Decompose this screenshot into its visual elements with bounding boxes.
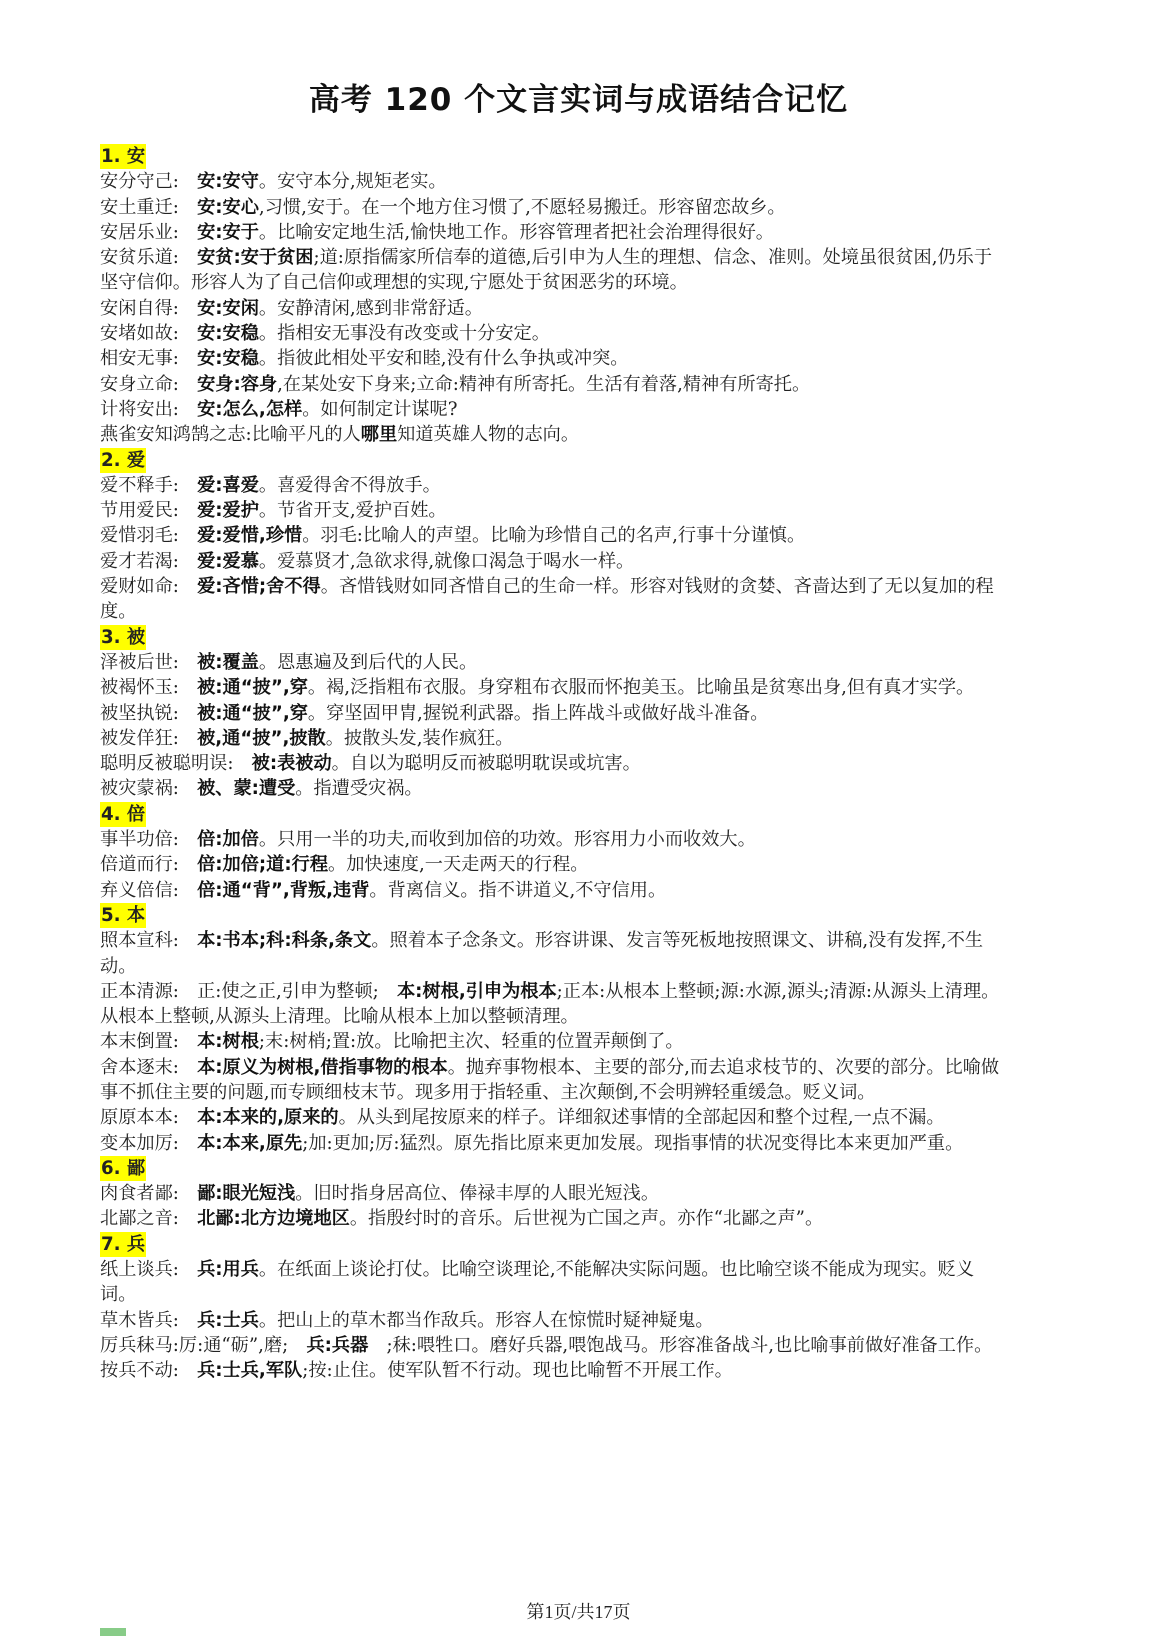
idiom-entry bbox=[100, 372, 1010, 397]
entry-text: 。褐,泛指粗布衣服。身穿粗布衣服而怀抱美玉。比喻虽是贫寒出身,但有真才实学。 bbox=[307, 677, 975, 699]
idiom-entry bbox=[100, 1308, 1010, 1333]
section-heading bbox=[100, 903, 1010, 928]
entry-text: 北鄙之音: bbox=[100, 1208, 198, 1230]
idiom-entry bbox=[100, 928, 1010, 979]
entry-text: 。从头到尾按原来的样子。详细叙述事情的全部起因和整个过程,一点不漏。 bbox=[338, 1107, 945, 1129]
entry-text: 倍道而行: bbox=[100, 854, 198, 876]
entry-text: 知道英雄人物的志向。 bbox=[397, 424, 580, 446]
idiom-entry bbox=[100, 878, 1010, 903]
entry-text: 。恩惠遍及到后代的人民。 bbox=[258, 651, 478, 673]
key-meaning: 本:树根,引申为根本 bbox=[396, 980, 557, 1002]
idiom-entry bbox=[100, 523, 1010, 548]
entry-text: 草木皆兵: bbox=[100, 1309, 198, 1331]
entry-text: 爱惜羽毛: bbox=[100, 525, 198, 547]
entry-text: 安贫乐道: bbox=[100, 247, 198, 269]
entry-text: 安土重迁: bbox=[100, 196, 198, 218]
key-meaning: 倍:通“背”,背叛,违背 bbox=[197, 879, 370, 901]
entry-text: 。安静清闲,感到非常舒适。 bbox=[258, 297, 483, 319]
key-meaning: 安:安稳 bbox=[197, 348, 259, 370]
entry-text: 。披散头发,装作疯狂。 bbox=[325, 727, 514, 749]
entry-text: 被褐怀玉: bbox=[100, 677, 198, 699]
entry-text: 安堵如故: bbox=[100, 323, 198, 345]
entry-text: 燕雀安知鸿鹄之志:比喻平凡的人 bbox=[100, 424, 361, 446]
key-meaning: 鄙:眼光短浅 bbox=[197, 1183, 296, 1205]
section-heading bbox=[100, 802, 1010, 827]
key-meaning: 爱:吝惜;舍不得 bbox=[197, 576, 321, 598]
document-body bbox=[100, 144, 1010, 1384]
entry-text: 。比喻安定地生活,愉快地工作。形容管理者把社会治理得很好。 bbox=[258, 221, 774, 243]
entry-text: ;正本:从根本上整顿;源:水源,源头;清源:从源头上清理。从根本上整顿,从源头上清理。比喻从根本上加以整顿清理。 bbox=[100, 980, 1000, 1028]
idiom-entry bbox=[100, 776, 1010, 801]
idiom-entry bbox=[100, 1131, 1010, 1156]
entry-text: 安分守己: bbox=[100, 171, 198, 193]
entry-text: 弃义倍信: bbox=[100, 879, 198, 901]
entry-text: 相安无事: bbox=[100, 348, 198, 370]
section-heading-label: 4. 倍 bbox=[100, 802, 146, 827]
section-heading-label: 1. 安 bbox=[100, 144, 146, 169]
entry-text: 。指遭受灾祸。 bbox=[295, 778, 423, 800]
entry-text: 被灾蒙祸: bbox=[100, 778, 198, 800]
idiom-entry bbox=[100, 852, 1010, 877]
entry-text: 。羽毛:比喻人的声望。比喻为珍惜自己的名声,行事十分谨慎。 bbox=[302, 525, 806, 547]
key-meaning: 本:本来的,原来的 bbox=[197, 1107, 339, 1129]
idiom-entry bbox=[100, 1257, 1010, 1308]
entry-text: 肉食者鄙: bbox=[100, 1183, 198, 1205]
entry-text: 。背离信义。指不讲道义,不守信用。 bbox=[369, 879, 667, 901]
idiom-entry bbox=[100, 751, 1010, 776]
idiom-entry bbox=[100, 701, 1010, 726]
entry-text: 安居乐业: bbox=[100, 221, 198, 243]
key-meaning: 安:安心 bbox=[197, 196, 259, 218]
entry-text: 爱财如命: bbox=[100, 576, 198, 598]
entry-text: 。抛弃事物根本、主要的部分,而去追求枝节的、次要的部分。比喻做事不抓住主要的问题,而专顾细枝末节。现多用于指轻重、主次颠倒,不会明辨轻重缓急。贬义词。 bbox=[100, 1056, 1000, 1103]
idiom-entry bbox=[100, 296, 1010, 321]
key-meaning: 本:原义为树根,借指事物的根本 bbox=[197, 1056, 448, 1078]
entry-text: 。旧时指身居高位、俸禄丰厚的人眼光短浅。 bbox=[295, 1183, 660, 1205]
entry-text: 纸上谈兵: bbox=[100, 1259, 198, 1281]
entry-text: 。穿坚固甲胄,握锐利武器。指上阵战斗或做好战斗准备。 bbox=[307, 702, 769, 724]
entry-text: 。加快速度,一天走两天的行程。 bbox=[328, 854, 589, 876]
entry-text: 爱不释手: bbox=[100, 474, 198, 496]
entry-text: ;末:树梢;置:放。比喻把主次、轻重的位置弄颠倒了。 bbox=[258, 1031, 684, 1053]
key-meaning: 本:书本;科:科条,条文 bbox=[197, 930, 372, 952]
key-meaning: 被:通“披”,穿 bbox=[197, 702, 308, 724]
key-meaning: 安:安闲 bbox=[197, 297, 259, 319]
entry-text: 。如何制定计谋呢? bbox=[302, 398, 458, 420]
key-meaning: 安:怎么,怎样 bbox=[197, 398, 303, 420]
entry-text: 事半功倍: bbox=[100, 829, 198, 851]
entry-text: 泽被后世: bbox=[100, 651, 198, 673]
key-meaning: 爱:喜爱 bbox=[197, 474, 259, 496]
entry-text: 。把山上的草木都当作敌兵。形容人在惊慌时疑神疑鬼。 bbox=[258, 1309, 714, 1331]
entry-text: 。爱慕贤才,急欲求得,就像口渴急于喝水一样。 bbox=[258, 550, 635, 572]
key-meaning: 安:安守 bbox=[197, 171, 259, 193]
entry-text: 。安守本分,规矩老实。 bbox=[258, 171, 447, 193]
entry-text: 节用爱民: bbox=[100, 500, 198, 522]
document-title: 高考 120 个文言实词与成语结合记忆 bbox=[308, 82, 849, 118]
key-meaning: 爱:爱慕 bbox=[197, 550, 259, 572]
entry-text: 聪明反被聪明误: bbox=[100, 753, 252, 775]
key-meaning: 被、蒙:遭受 bbox=[197, 778, 296, 800]
idiom-entry bbox=[100, 574, 1010, 625]
idiom-entry bbox=[100, 346, 1010, 371]
entry-text: 正本清源: 正:使之正,引申为整顿; bbox=[100, 980, 397, 1002]
idiom-entry bbox=[100, 827, 1010, 852]
entry-text: 变本加厉: bbox=[100, 1132, 198, 1154]
section-heading bbox=[100, 625, 1010, 650]
idiom-entry bbox=[100, 726, 1010, 751]
section-heading-label: 6. 鄙 bbox=[100, 1156, 146, 1181]
entry-text: 。指彼此相处平安和睦,没有什么争执或冲突。 bbox=[258, 348, 629, 370]
section-heading-label: 7. 兵 bbox=[100, 1232, 146, 1257]
key-meaning: 安身:容身 bbox=[197, 373, 278, 395]
section-heading-label: 3. 被 bbox=[100, 625, 146, 650]
section-heading bbox=[100, 1156, 1010, 1181]
key-meaning: 北鄙:北方边境地区 bbox=[197, 1208, 350, 1230]
key-meaning: 被:通“披”,穿 bbox=[197, 677, 308, 699]
page-number: 第1页/共17页 bbox=[526, 1602, 631, 1622]
idiom-entry bbox=[100, 397, 1010, 422]
idiom-entry bbox=[100, 220, 1010, 245]
entry-text: ,在某处安下身来;立命:精神有所寄托。生活有着落,精神有所寄托。 bbox=[277, 373, 811, 395]
key-meaning: 倍:加倍 bbox=[197, 829, 259, 851]
key-meaning: 兵:兵器 bbox=[306, 1334, 369, 1356]
entry-text: 。指殷纣时的音乐。后世视为亡国之声。亦作“北鄙之声”。 bbox=[349, 1208, 824, 1230]
entry-text: ;道:原指儒家所信奉的道德,后引申为人生的理想、信念、准则。处境虽很贫困,仍乐于坚守信仰。形容人为了自己信仰或理想的实现,宁愿处于贫困恶劣的环境。 bbox=[100, 247, 993, 294]
key-meaning: 兵:用兵 bbox=[197, 1259, 259, 1281]
idiom-entry bbox=[100, 1105, 1010, 1130]
idiom-entry bbox=[100, 1029, 1010, 1054]
key-meaning: 兵:士兵 bbox=[197, 1309, 259, 1331]
idiom-entry bbox=[100, 321, 1010, 346]
entry-text: ;按:止住。使军队暂不行动。现也比喻暂不开展工作。 bbox=[302, 1360, 733, 1382]
idiom-entry bbox=[100, 1333, 1010, 1358]
idiom-entry bbox=[100, 169, 1010, 194]
idiom-entry bbox=[100, 1206, 1010, 1231]
key-meaning: 爱:爱惜,珍惜 bbox=[197, 525, 303, 547]
entry-text: 。喜爱得舍不得放手。 bbox=[258, 474, 441, 496]
entry-text: 。照着本子念条文。形容讲课、发言等死板地按照课文、讲稿,没有发挥,不生动。 bbox=[100, 930, 984, 977]
key-meaning: 爱:爱护 bbox=[197, 500, 259, 522]
entry-text: 。吝惜钱财如同吝惜自己的生命一样。形容对钱财的贪婪、吝啬达到了无以复加的程度。 bbox=[100, 576, 994, 623]
entry-text: ;加:更加;厉:猛烈。原先指比原来更加发展。现指事情的状况变得比本来更加严重。 bbox=[302, 1132, 964, 1154]
key-meaning: 哪里 bbox=[360, 424, 398, 446]
key-meaning: 被:表被动 bbox=[251, 753, 332, 775]
entry-text: 安闲自得: bbox=[100, 297, 198, 319]
entry-text: 计将安出: bbox=[100, 398, 198, 420]
key-meaning: 安:安稳 bbox=[197, 323, 259, 345]
section-heading-label: 2. 爱 bbox=[100, 448, 146, 473]
idiom-entry bbox=[100, 195, 1010, 220]
key-meaning: 安:安于 bbox=[197, 221, 259, 243]
section-heading bbox=[100, 448, 1010, 473]
entry-text: 本末倒置: bbox=[100, 1031, 198, 1053]
entry-text: 被发佯狂: bbox=[100, 727, 198, 749]
entry-text: 爱才若渴: bbox=[100, 550, 198, 572]
entry-text: 按兵不动: bbox=[100, 1360, 198, 1382]
idiom-entry bbox=[100, 1181, 1010, 1206]
idiom-entry bbox=[100, 473, 1010, 498]
entry-text: 。节省开支,爱护百姓。 bbox=[258, 500, 447, 522]
entry-text: 被坚执锐: bbox=[100, 702, 198, 724]
idiom-entry bbox=[100, 650, 1010, 675]
key-meaning: 兵:士兵,军队 bbox=[197, 1360, 303, 1382]
idiom-entry bbox=[100, 1358, 1010, 1383]
entry-text: 厉兵秣马:厉:通“砺”,磨; bbox=[100, 1334, 307, 1356]
entry-text: ;秣:喂牲口。磨好兵器,喂饱战马。形容准备战斗,也比喻事前做好准备工作。 bbox=[368, 1334, 993, 1356]
idiom-entry bbox=[100, 245, 1010, 296]
idiom-entry bbox=[100, 422, 1010, 447]
key-meaning: 倍:加倍;道:行程 bbox=[197, 854, 329, 876]
section-heading bbox=[100, 1232, 1010, 1257]
idiom-entry bbox=[100, 498, 1010, 523]
idiom-entry bbox=[100, 1055, 1010, 1106]
idiom-entry bbox=[100, 979, 1010, 1030]
corner-mark bbox=[100, 1628, 126, 1636]
key-meaning: 安贫:安于贫困 bbox=[197, 247, 314, 269]
entry-text: 安身立命: bbox=[100, 373, 198, 395]
entry-text: 舍本逐末: bbox=[100, 1056, 198, 1078]
key-meaning: 被:覆盖 bbox=[197, 651, 259, 673]
entry-text: 原原本本: bbox=[100, 1107, 198, 1129]
key-meaning: 本:树根 bbox=[197, 1031, 259, 1053]
entry-text: 。只用一半的功夫,而收到加倍的功效。形容用力小而收效大。 bbox=[258, 829, 756, 851]
key-meaning: 本:本来,原先 bbox=[197, 1132, 303, 1154]
entry-text: 。指相安无事没有改变或十分安定。 bbox=[258, 323, 550, 345]
entry-text: 照本宣科: bbox=[100, 930, 198, 952]
key-meaning: 被,通“披”,披散 bbox=[197, 727, 326, 749]
entry-text: 。自以为聪明反而被聪明耽误或坑害。 bbox=[331, 753, 641, 775]
entry-text: ,习惯,安于。在一个地方住习惯了,不愿轻易搬迁。形容留恋故乡。 bbox=[258, 196, 786, 218]
idiom-entry bbox=[100, 549, 1010, 574]
idiom-entry bbox=[100, 675, 1010, 700]
section-heading bbox=[100, 144, 1010, 169]
section-heading-label: 5. 本 bbox=[100, 903, 146, 928]
entry-text: 。在纸面上谈论打仗。比喻空谈理论,不能解决实际问题。也比喻空谈不能成为现实。贬义词。 bbox=[100, 1259, 975, 1306]
